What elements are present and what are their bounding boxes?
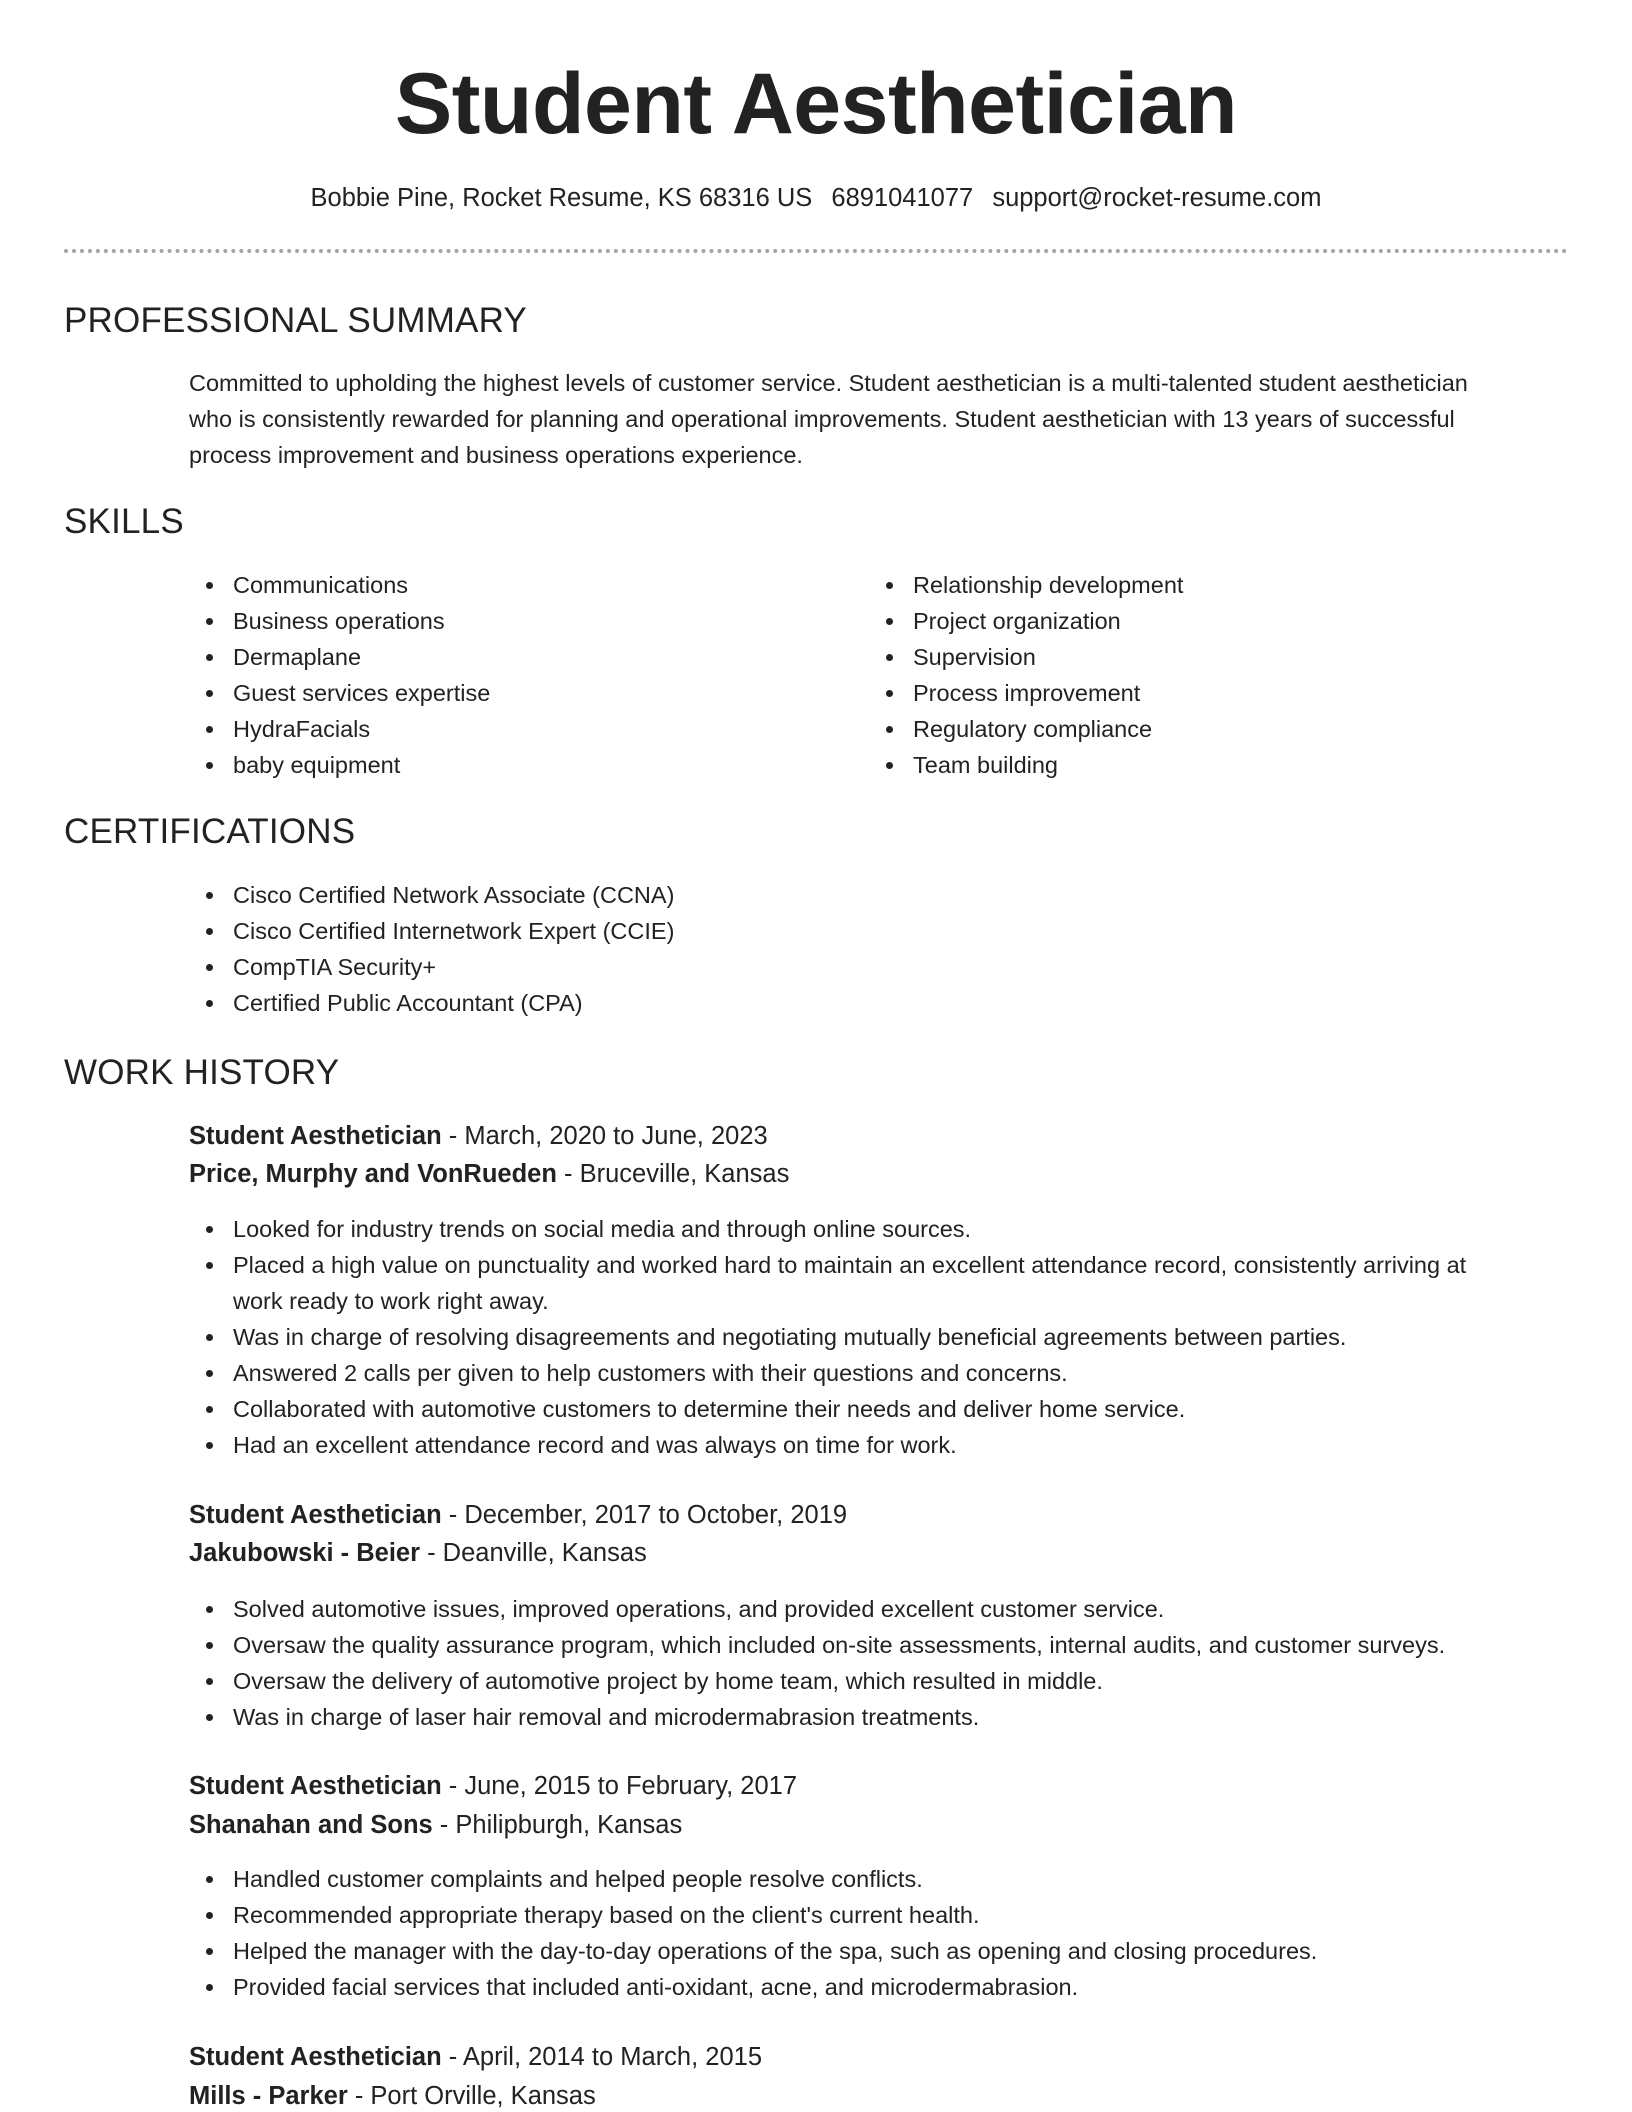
job-bullets	[189, 1211, 1579, 1463]
job-bullets	[189, 1591, 1579, 1735]
skill-item: Project organization	[869, 603, 1489, 639]
job-title-line	[189, 1767, 797, 1805]
certifications-list	[189, 877, 1389, 1021]
job-title-line	[189, 2038, 762, 2076]
job-title-line	[189, 1496, 847, 1534]
summary-text	[189, 365, 1564, 473]
job-company-line	[189, 1155, 789, 1193]
skill-item: Team building	[869, 747, 1489, 783]
job-company: Price, Murphy and VonRueden	[189, 1160, 557, 1188]
contact-phone: 6891041077	[831, 184, 974, 212]
job-location: - Philipburgh, Kansas	[432, 1811, 683, 1839]
summary-line: process improvement and business operations experience.	[189, 442, 803, 468]
job-company: Shanahan and Sons	[189, 1811, 433, 1839]
resume-title: Student Aesthetician	[394, 56, 1238, 152]
skill-item: Guest services expertise	[189, 675, 809, 711]
job-bullet: Handled customer complaints and helped people resolve conflicts.	[189, 1861, 1579, 1897]
skill-item: Dermaplane	[189, 639, 809, 675]
job-bullet: Provided facial services that included anti-oxidant, acne, and microdermabrasion.	[189, 1969, 1579, 2005]
contact-address: Bobbie Pine, Rocket Resume, KS 68316 US	[310, 184, 813, 212]
skill-item: Supervision	[869, 639, 1489, 675]
job-bullet: Answered 2 calls per given to help customers with their questions and concerns.	[189, 1355, 1579, 1391]
job-company-line	[189, 2077, 596, 2112]
skill-item: Business operations	[189, 603, 809, 639]
job-bullets	[189, 1861, 1579, 2005]
job-bullet: Looked for industry trends on social media and through online sources.	[189, 1211, 1579, 1247]
certification-item: Certified Public Accountant (CPA)	[189, 985, 1389, 1021]
job-bullet: Was in charge of laser hair removal and microdermabrasion treatments.	[189, 1699, 1579, 1735]
skill-item: Regulatory compliance	[869, 711, 1489, 747]
job-bullet: Had an excellent attendance record and was always on time for work.	[189, 1427, 1579, 1463]
job-title-line	[189, 1117, 768, 1155]
job-dates: - April, 2014 to March, 2015	[441, 2043, 763, 2071]
work-history-heading: WORK HISTORY	[64, 1053, 340, 1092]
job-bullet: Placed a high value on punctuality and worked hard to maintain an excellent attendance record, consistently arriving at work ready to work right away.	[189, 1247, 1579, 1319]
skill-item: Process improvement	[869, 675, 1489, 711]
summary-line: who is consistently rewarded for planning and operational improvements. Student aesthetician with 13 years of successful	[189, 406, 1455, 432]
job-dates: - December, 2017 to October, 2019	[441, 1501, 848, 1529]
job-company: Mills - Parker	[189, 2082, 348, 2110]
header-divider	[64, 249, 1568, 253]
job-location: - Port Orville, Kansas	[347, 2082, 596, 2110]
job-company: Jakubowski - Beier	[189, 1539, 421, 1567]
summary-heading: PROFESSIONAL SUMMARY	[64, 301, 527, 340]
job-bullet: Collaborated with automotive customers to determine their needs and deliver home service.	[189, 1391, 1579, 1427]
contact-email: support@rocket-resume.com	[992, 184, 1322, 212]
job-bullet: Recommended appropriate therapy based on the client's current health.	[189, 1897, 1579, 1933]
certifications-heading: CERTIFICATIONS	[64, 812, 356, 851]
job-location: - Deanville, Kansas	[420, 1539, 647, 1567]
job-role: Student Aesthetician	[189, 1501, 442, 1529]
job-bullet: Was in charge of resolving disagreements and negotiating mutually beneficial agreements between parties.	[189, 1319, 1579, 1355]
summary-line: Committed to upholding the highest levels of customer service. Student aesthetician is a multi-talented student aesthetician	[189, 370, 1468, 396]
skills-list-left	[189, 567, 809, 783]
contact-line	[0, 180, 1632, 216]
job-role: Student Aesthetician	[189, 1122, 442, 1150]
skills-heading: SKILLS	[64, 502, 184, 541]
skill-item: baby equipment	[189, 747, 809, 783]
job-bullet: Oversaw the delivery of automotive project by home team, which resulted in middle.	[189, 1663, 1579, 1699]
job-location: - Bruceville, Kansas	[556, 1160, 790, 1188]
job-bullet: Oversaw the quality assurance program, which included on-site assessments, internal audits, and customer surveys.	[189, 1627, 1579, 1663]
job-dates: - June, 2015 to February, 2017	[441, 1772, 798, 1800]
skill-item: Relationship development	[869, 567, 1489, 603]
certification-item: Cisco Certified Network Associate (CCNA)	[189, 877, 1389, 913]
skill-item: Communications	[189, 567, 809, 603]
job-bullet: Helped the manager with the day-to-day operations of the spa, such as opening and closing procedures.	[189, 1933, 1579, 1969]
job-company-line	[189, 1806, 682, 1844]
skills-list-right	[869, 567, 1489, 783]
skill-item: HydraFacials	[189, 711, 809, 747]
job-role: Student Aesthetician	[189, 2043, 442, 2071]
job-company-line	[189, 1534, 647, 1572]
job-bullet: Solved automotive issues, improved operations, and provided excellent customer service.	[189, 1591, 1579, 1627]
job-role: Student Aesthetician	[189, 1772, 442, 1800]
certification-item: CompTIA Security+	[189, 949, 1389, 985]
job-dates: - March, 2020 to June, 2023	[441, 1122, 768, 1150]
certification-item: Cisco Certified Internetwork Expert (CCIE)	[189, 913, 1389, 949]
